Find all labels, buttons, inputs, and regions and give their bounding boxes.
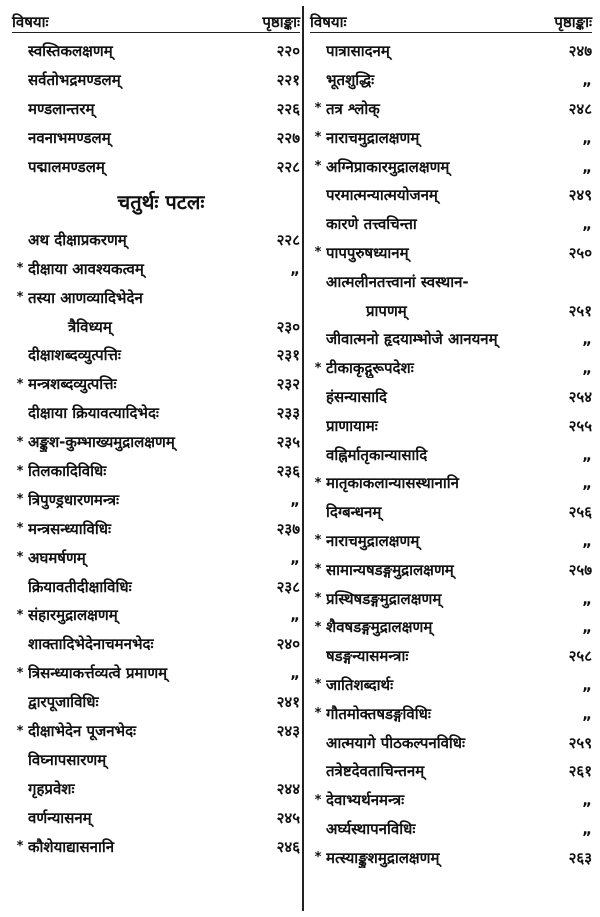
entry-marker: * bbox=[314, 101, 322, 117]
entry-title: गृहप्रवेशः bbox=[28, 779, 75, 798]
toc-entry bbox=[310, 383, 592, 412]
entry-title: मन्त्रशब्दव्युत्पत्तिः bbox=[28, 375, 117, 394]
entry-page-number: २२८ bbox=[276, 158, 300, 176]
toc-entry bbox=[310, 728, 592, 757]
entry-page-number: २२० bbox=[276, 42, 300, 61]
entry-marker: * bbox=[314, 130, 322, 146]
toc-entry bbox=[310, 95, 592, 124]
entry-marker: * bbox=[16, 492, 24, 508]
entry-page-number: २४५ bbox=[276, 808, 300, 827]
toc-entry bbox=[310, 66, 592, 95]
entry-page-number: २५१ bbox=[568, 301, 592, 320]
entry-page-number: २६१ bbox=[568, 762, 592, 781]
toc-entry bbox=[310, 699, 592, 728]
toc-entry bbox=[310, 555, 592, 584]
entry-title: जातिशब्दार्थः bbox=[326, 675, 394, 694]
toc-entry bbox=[310, 181, 592, 210]
toc-entry bbox=[12, 774, 300, 803]
entry-page-number: २२१ bbox=[276, 71, 300, 90]
entry-title: स्वस्तिकलक्षणम् bbox=[28, 42, 113, 61]
entry-page-number: २३२ bbox=[276, 375, 300, 394]
entry-title: प्राणायामः bbox=[326, 416, 378, 435]
entry-page-number: २४० bbox=[276, 635, 300, 654]
entry-title: अथ दीक्षाप्रकरणम् bbox=[28, 230, 127, 249]
entry-page-number: „ bbox=[582, 791, 592, 810]
entry-title: मत्स्याङ्कुशमुद्रालक्षणम् bbox=[326, 848, 440, 867]
entry-title: मातृकाकलान्यासस्थानानि bbox=[326, 474, 459, 493]
entry-page-number: २२७ bbox=[276, 129, 300, 148]
entry-page-number: „ bbox=[582, 704, 592, 723]
toc-entry bbox=[12, 312, 300, 341]
entry-page-number: २५६ bbox=[568, 503, 592, 522]
toc-entry bbox=[12, 543, 300, 572]
entry-title: दीक्षाया आवश्यकत्वम् bbox=[28, 259, 144, 278]
entry-page-number: २३० bbox=[276, 317, 300, 336]
entry-page-number: „ bbox=[582, 71, 592, 90]
toc-entry bbox=[310, 613, 592, 642]
entry-page-number: „ bbox=[582, 819, 592, 838]
entry-title: शाक्तादिभेदेनाचमनभेदः bbox=[28, 635, 154, 654]
entry-title: कारणे तत्त्वचिन्ता bbox=[326, 215, 417, 234]
entry-page-number: २५० bbox=[568, 243, 592, 262]
entry-marker: * bbox=[16, 434, 24, 450]
entry-marker: * bbox=[314, 792, 322, 808]
entry-page-number: „ bbox=[582, 445, 592, 464]
toc-entry bbox=[12, 688, 300, 717]
entry-page-number: „ bbox=[290, 548, 300, 567]
entry-marker: * bbox=[314, 562, 322, 578]
entry-marker: * bbox=[314, 475, 322, 491]
toc-entry bbox=[310, 815, 592, 844]
right-entries bbox=[310, 37, 592, 872]
entry-page-number: २३७ bbox=[276, 519, 300, 538]
column-divider bbox=[302, 6, 304, 911]
entry-title: नाराचमुद्रालक्षणम् bbox=[326, 531, 420, 550]
entry-title: जीवात्मनो हृदयाम्भोजे आनयनम् bbox=[326, 330, 498, 349]
entry-title: तत्र श्लोक् bbox=[326, 99, 380, 118]
entry-page-number: „ bbox=[290, 606, 300, 625]
entry-title: पद्मालमण्डलम् bbox=[28, 158, 105, 176]
entry-title: मन्त्रसन्ध्याविधिः bbox=[28, 519, 112, 538]
toc-entry bbox=[310, 411, 592, 440]
entry-title: वर्णन्यासनम् bbox=[28, 808, 92, 827]
entry-title: आत्मयागे पीठकल्पनविधिः bbox=[326, 733, 466, 752]
toc-entry bbox=[310, 354, 592, 383]
entry-title: क्रियावतीदीक्षाविधिः bbox=[28, 577, 132, 596]
toc-entry bbox=[12, 717, 300, 746]
entry-title: त्रिपुण्ड्रधारणमन्त्रः bbox=[28, 490, 120, 509]
toc-entry bbox=[12, 225, 300, 254]
entry-page-number: „ bbox=[582, 675, 592, 694]
entry-title: परमात्मन्यात्मयोजनम् bbox=[326, 186, 438, 205]
entry-page-number: २२६ bbox=[276, 100, 300, 119]
entry-page-number: „ bbox=[582, 157, 592, 176]
toc-entry bbox=[12, 457, 300, 486]
section-title: चतुर्थः पटलः bbox=[117, 189, 205, 214]
entry-marker: * bbox=[314, 850, 322, 866]
entry-page-number: २५९ bbox=[568, 733, 592, 752]
entry-title: टीकाकृद्गुरूपदेशः bbox=[326, 359, 414, 378]
entry-page-number: २५८ bbox=[568, 647, 592, 666]
entry-page-number: „ bbox=[582, 618, 592, 637]
subject-heading: विषयाः bbox=[12, 13, 49, 31]
entry-title: अङ्कुश-कुम्भाख्यमुद्रालक्षणम् bbox=[28, 433, 175, 452]
left-entries-after-section bbox=[12, 225, 300, 861]
entry-marker: * bbox=[16, 550, 24, 566]
entry-marker: * bbox=[16, 463, 24, 479]
entry-title: प्रापणम् bbox=[366, 301, 407, 320]
entry-title: दीक्षाशब्दव्युत्पत्तिः bbox=[28, 346, 121, 365]
entry-marker: * bbox=[314, 619, 322, 635]
toc-entry bbox=[310, 671, 592, 700]
toc-entry bbox=[12, 341, 300, 370]
toc-entry bbox=[310, 267, 592, 296]
toc-entry bbox=[12, 745, 300, 774]
entry-page-number: २५५ bbox=[568, 416, 592, 435]
entry-title: नवनाभमण्डलम् bbox=[28, 129, 111, 148]
entry-page-number: „ bbox=[582, 359, 592, 378]
entry-title: कौशेयाद्यासनानि bbox=[28, 837, 115, 856]
entry-page-number: २४३ bbox=[276, 722, 300, 741]
toc-entry bbox=[310, 152, 592, 181]
left-column bbox=[12, 8, 300, 861]
entry-title: त्रिसन्ध्याकर्त्तव्यत्वे प्रमाणम् bbox=[28, 664, 168, 683]
entry-page-number: २३१ bbox=[276, 346, 300, 365]
entry-marker: * bbox=[16, 607, 24, 623]
toc-entry bbox=[12, 485, 300, 514]
entry-page-number: २६३ bbox=[568, 848, 592, 867]
page-heading: पृष्ठाङ्काः bbox=[262, 13, 300, 31]
toc-entry bbox=[12, 601, 300, 630]
toc-entry bbox=[12, 572, 300, 601]
entry-title: गौतमोक्तषडङ्गविधिः bbox=[326, 704, 431, 723]
entry-page-number: २४८ bbox=[568, 99, 592, 118]
toc-entry bbox=[310, 239, 592, 268]
entry-title: पापपुरुषध्यानम् bbox=[326, 243, 409, 262]
entry-page-number: २४६ bbox=[276, 837, 300, 856]
toc-entry bbox=[12, 428, 300, 457]
entry-page-number: „ bbox=[290, 664, 300, 683]
entry-title: दिग्बन्धनम् bbox=[326, 503, 382, 522]
entry-title: नाराचमुद्रालक्षणम् bbox=[326, 128, 420, 147]
toc-entry bbox=[310, 757, 592, 786]
entry-page-number: „ bbox=[290, 490, 300, 509]
entry-marker: * bbox=[16, 839, 24, 855]
toc-entry bbox=[12, 124, 300, 153]
entry-marker: * bbox=[16, 376, 24, 392]
entry-marker: * bbox=[16, 723, 24, 739]
entry-title: भूतशुद्धिः bbox=[326, 71, 375, 90]
entry-page-number: „ bbox=[582, 474, 592, 493]
entry-title: त्रैविध्यम् bbox=[68, 317, 112, 336]
entry-title: पात्रासादनम् bbox=[326, 42, 390, 61]
entry-marker: * bbox=[314, 159, 322, 175]
toc-entry bbox=[310, 440, 592, 469]
entry-marker: * bbox=[314, 677, 322, 693]
toc-entry bbox=[12, 630, 300, 659]
entry-marker: * bbox=[16, 290, 24, 306]
entry-page-number: „ bbox=[582, 589, 592, 608]
right-column bbox=[310, 8, 592, 872]
entry-title: वह्निर्मातृकान्यासादि bbox=[326, 445, 428, 464]
entry-marker: * bbox=[314, 245, 322, 261]
entry-title: षडङ्गन्यासमन्त्राः bbox=[326, 647, 409, 666]
entry-title: दीक्षाभेदेन पूजनभेदः bbox=[28, 722, 137, 741]
entry-title: अघमर्षणम् bbox=[28, 548, 86, 567]
toc-entry bbox=[12, 95, 300, 124]
entry-title: शैवषडङ्गमुद्रालक्षणम् bbox=[326, 618, 433, 637]
entry-marker: * bbox=[314, 591, 322, 607]
entry-title: दीक्षाया क्रियावत्यादिभेदः bbox=[28, 404, 159, 423]
toc-entry bbox=[12, 514, 300, 543]
entry-title: मण्डलान्तरम् bbox=[28, 100, 95, 119]
entry-page-number: „ bbox=[582, 330, 592, 349]
toc-entry bbox=[310, 325, 592, 354]
left-entries-before-section bbox=[12, 37, 300, 181]
entry-page-number: २५४ bbox=[568, 387, 592, 406]
toc-entry bbox=[310, 469, 592, 498]
toc-entry bbox=[12, 254, 300, 283]
entry-page-number: २४४ bbox=[276, 779, 300, 798]
entry-page-number: २४९ bbox=[568, 186, 592, 205]
toc-entry bbox=[310, 210, 592, 239]
entry-page-number: २३८ bbox=[276, 577, 300, 596]
entry-marker: * bbox=[314, 360, 322, 376]
entry-marker: * bbox=[314, 533, 322, 549]
toc-entry bbox=[12, 283, 300, 312]
entry-page-number: २२८ bbox=[276, 230, 300, 249]
entry-title: अग्निप्राकारमुद्रालक्षणम् bbox=[326, 157, 450, 176]
entry-page-number: २४७ bbox=[568, 42, 592, 61]
subject-heading: विषयाः bbox=[310, 13, 347, 31]
entry-title: सामान्यषडङ्गमुद्रालक्षणम् bbox=[326, 560, 454, 579]
entry-page-number: २४१ bbox=[276, 693, 300, 712]
toc-entry bbox=[12, 37, 300, 66]
entry-marker: * bbox=[16, 665, 24, 681]
toc-entry bbox=[310, 37, 592, 66]
entry-page-number: „ bbox=[290, 259, 300, 278]
toc-entry bbox=[12, 370, 300, 399]
entry-title: अर्घ्यस्थापनविधिः bbox=[326, 819, 416, 838]
entry-marker: * bbox=[16, 521, 24, 537]
entry-marker: * bbox=[16, 261, 24, 277]
entry-marker: * bbox=[314, 706, 322, 722]
entry-page-number: २३६ bbox=[276, 462, 300, 481]
entry-page-number: „ bbox=[582, 215, 592, 234]
entry-title: तस्या आणव्यादिभेदेन bbox=[28, 288, 143, 307]
entry-title: विघ्नापसारणम् bbox=[28, 750, 107, 769]
page-heading: पृष्ठाङ्काः bbox=[554, 13, 592, 31]
entry-title: सर्वतोभद्रमण्डलम् bbox=[28, 71, 121, 90]
entry-title: तत्रेष्टदेवताचिन्तनम् bbox=[326, 762, 425, 781]
toc-entry bbox=[12, 832, 300, 861]
toc-entry bbox=[310, 123, 592, 152]
toc-entry bbox=[310, 642, 592, 671]
entry-page-number: „ bbox=[582, 531, 592, 550]
toc-entry bbox=[12, 659, 300, 688]
entry-title: प्रस्थिषडङ्गमुद्रालक्षणम् bbox=[326, 589, 442, 608]
toc-entry bbox=[310, 498, 592, 527]
toc-entry bbox=[310, 527, 592, 556]
entry-title: तिलकादिविधिः bbox=[28, 462, 107, 481]
toc-entry bbox=[310, 296, 592, 325]
entry-title: द्वारपूजाविधिः bbox=[28, 693, 99, 712]
entry-page-number: २३५ bbox=[276, 433, 300, 452]
entry-title: देवाभ्यर्थनमन्त्रः bbox=[326, 791, 405, 810]
toc-entry bbox=[12, 66, 300, 95]
toc-entry bbox=[310, 786, 592, 815]
entry-title: हंसन्यासादि bbox=[326, 387, 387, 406]
entry-page-number: २३३ bbox=[276, 404, 300, 423]
toc-entry bbox=[12, 399, 300, 428]
toc-entry bbox=[310, 584, 592, 613]
entry-page-number: „ bbox=[582, 128, 592, 147]
toc-entry bbox=[310, 843, 592, 872]
left-column-header bbox=[12, 8, 300, 33]
toc-entry bbox=[12, 153, 300, 182]
entry-title: संहारमुद्रालक्षणम् bbox=[28, 606, 118, 625]
entry-page-number: २५७ bbox=[568, 560, 592, 579]
entry-title: आत्मलीनतत्त्वानां स्वस्थान- bbox=[326, 272, 469, 291]
right-column-header bbox=[310, 8, 592, 33]
toc-entry bbox=[12, 803, 300, 832]
